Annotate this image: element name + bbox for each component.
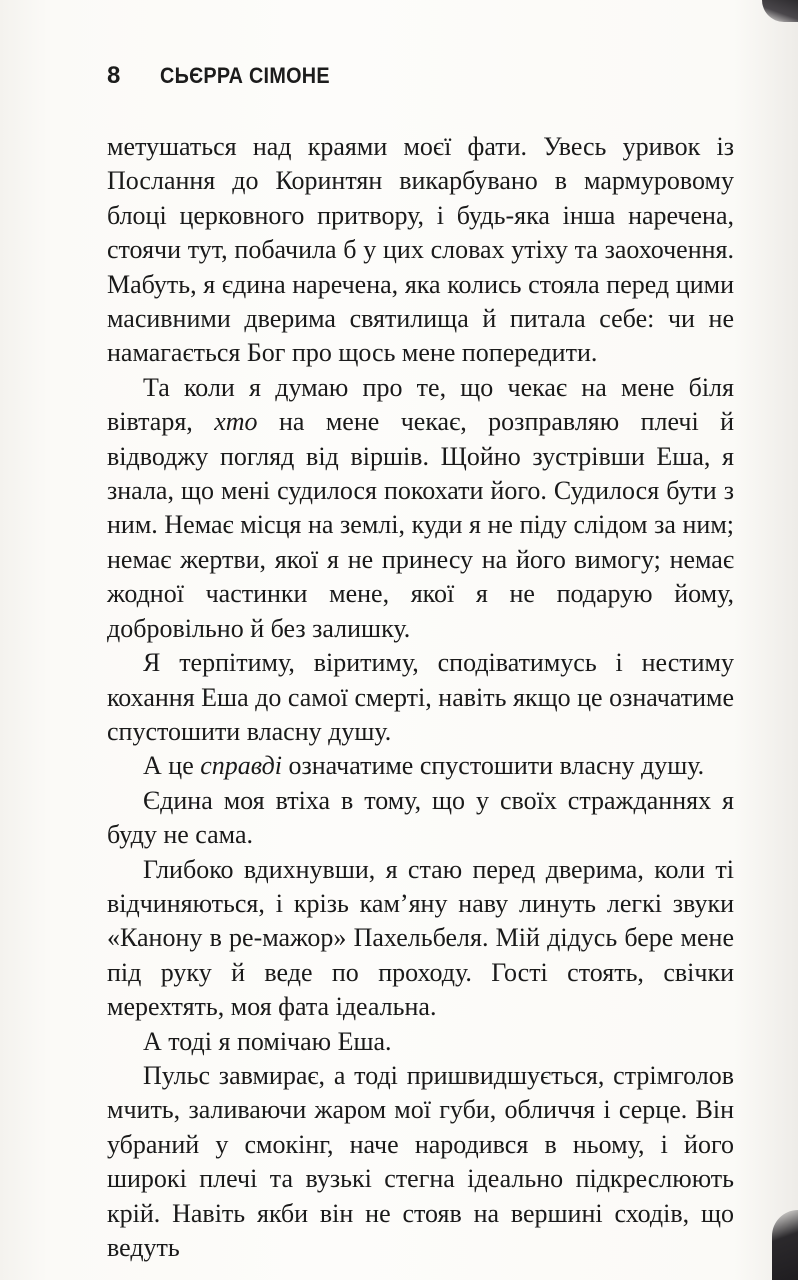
paragraph-2: Та коли я думаю про те, що чекає на мене біля вівтаря, хто на мене чекає, розправляю плечі й відводжу погляд від віршів. Щойно зустрівши Еша, я знала, що мені судилося покохати його. Судилося бути з ним. Немає місця на землі, куди я не піду слідом за ним; немає жертви, якої я не принесу на його вимогу; немає жодної частинки мене, якої я не подарую йому, добровільно й без залишку. bbox=[107, 372, 741, 643]
italic-emphasis: справді bbox=[200, 751, 282, 781]
paragraph-6: Глибоко вдихнувши, я стаю перед дверима, коли ті відчиняються, і крізь кам’яну наву линуть легкі звуки «Канону в ре-мажор» Пахельбеля. Мій дідусь бере мене під руку й веде по проходу. Гості стоять, свічки мерехтять, моя фата ідеальна. bbox=[107, 854, 741, 1022]
body-text bbox=[107, 130, 741, 1265]
running-head-author: СЬЄРРА СІМОНЕ bbox=[160, 63, 331, 88]
page-number: 8 bbox=[107, 62, 121, 89]
paragraph-8: Пульс завмирає, а тоді пришвидшується, стрімголов мчить, заливаючи жаром мої губи, обличчя і серце. Він убраний у смокінг, наче народився в ньому, і його широкі плечі та вузькі стегна ідеально підкреслюють крій. Навіть якби він не стояв на вершині сходів, що ведуть bbox=[107, 1060, 741, 1262]
italic-emphasis: хто bbox=[214, 407, 258, 437]
page-corner-shadow-top bbox=[762, 0, 798, 22]
page-header bbox=[107, 62, 349, 94]
paragraph-4: А це справді означатиме спустошити власну душу. bbox=[143, 751, 705, 781]
paragraph-7: А тоді я помічаю Еша. bbox=[143, 1026, 392, 1056]
paragraph-1: метушаться над краями моєї фати. Увесь уривок із Послання до Коринтян викарбувано в мармуровому блоці церковного притвору, і будь-яка інша наречена, стоячи тут, побачила б у цих словах утіху та заохочення. Мабуть, я єдина наречена, яка колись стояла перед цими масивними дверима святилища й питала себе: чи не намагається Бог про щось мене попередити. bbox=[107, 132, 741, 368]
paragraph-5: Єдина моя втіха в тому, що у своїх стражданнях я буду не сама. bbox=[107, 785, 741, 850]
paragraph-3: Я терпітиму, віритиму, сподіватимусь і нестиму кохання Еша до самої смерті, навіть якщо це означатиме спустошити власну душу. bbox=[107, 648, 741, 746]
page-corner-shadow-bottom bbox=[772, 1210, 798, 1280]
